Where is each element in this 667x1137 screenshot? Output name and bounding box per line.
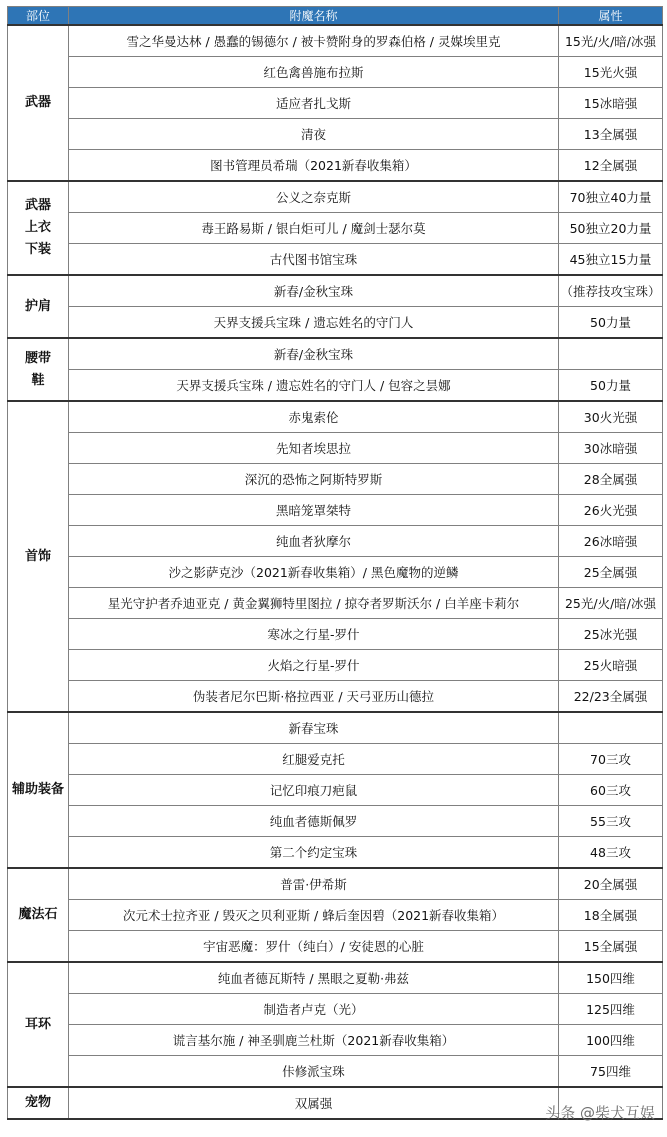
enchant-name-cell: 雪之华曼达林 / 愚蠢的锡德尔 / 被卡赞附身的罗森伯格 / 灵媒埃里克	[69, 25, 559, 57]
table-row	[8, 806, 663, 837]
enchant-name-cell: 第二个约定宝珠	[69, 837, 559, 869]
table-row	[8, 526, 663, 557]
enchant-name-cell: 深沉的恐怖之阿斯特罗斯	[69, 464, 559, 495]
enchant-name-cell: 次元术士拉齐亚 / 毁灭之贝利亚斯 / 蜂后奎因碧（2021新春收集箱）	[69, 900, 559, 931]
table-row	[8, 744, 663, 775]
attribute-cell: 70三攻	[559, 744, 663, 775]
enchant-name-cell: 制造者卢克（光）	[69, 994, 559, 1025]
attribute-cell: 48三攻	[559, 837, 663, 869]
enchant-name-cell: 新春/金秋宝珠	[69, 338, 559, 370]
enchant-name-cell: 纯血者德瓦斯特 / 黑眼之夏勒·弗兹	[69, 962, 559, 994]
slot-cell: 武器	[8, 25, 69, 181]
attribute-cell: 25光/火/暗/冰强	[559, 588, 663, 619]
slot-cell: 护肩	[8, 275, 69, 338]
table-row	[8, 900, 663, 931]
attribute-cell: 25火暗强	[559, 650, 663, 681]
table-row	[8, 401, 663, 433]
enchant-name-cell: 先知者埃思拉	[69, 433, 559, 464]
attribute-cell: 28全属强	[559, 464, 663, 495]
table-row	[8, 307, 663, 339]
table-row	[8, 1025, 663, 1056]
slot-cell: 辅助装备	[8, 712, 69, 868]
attribute-cell: 70独立40力量	[559, 181, 663, 213]
table-row	[8, 88, 663, 119]
attribute-cell: 100四维	[559, 1025, 663, 1056]
attribute-cell: 12全属强	[559, 150, 663, 182]
enchant-name-cell: 古代图书馆宝珠	[69, 244, 559, 276]
enchant-name-cell: 寒冰之行星-罗什	[69, 619, 559, 650]
enchant-name-cell: 天界支援兵宝珠 / 遗忘姓名的守门人 / 包容之昙娜	[69, 370, 559, 402]
table-row	[8, 712, 663, 744]
attribute-cell: 30冰暗强	[559, 433, 663, 464]
table-row	[8, 433, 663, 464]
table-row	[8, 619, 663, 650]
table-row	[8, 994, 663, 1025]
attribute-cell	[559, 338, 663, 370]
slot-cell: 武器 上衣 下装	[8, 181, 69, 275]
table-row	[8, 213, 663, 244]
slot-cell: 首饰	[8, 401, 69, 712]
table-row	[8, 868, 663, 900]
attribute-cell: 50独立20力量	[559, 213, 663, 244]
enchant-name-cell: 宇宙恶魔：罗什（纯白）/ 安徒恩的心脏	[69, 931, 559, 963]
table-row	[8, 464, 663, 495]
watermark: 头条 @柴犬互娱	[545, 1104, 655, 1122]
enchant-name-cell: 沙之影萨克沙（2021新春收集箱）/ 黑色魔物的逆鳞	[69, 557, 559, 588]
header-slot: 部位	[8, 7, 69, 26]
slot-cell: 宠物	[8, 1087, 69, 1119]
enchant-name-cell: 适应者扎戈斯	[69, 88, 559, 119]
enchant-name-cell: 红腿爱克托	[69, 744, 559, 775]
attribute-cell: 20全属强	[559, 868, 663, 900]
attribute-cell: 26冰暗强	[559, 526, 663, 557]
table-row	[8, 370, 663, 402]
attribute-cell: 45独立15力量	[559, 244, 663, 276]
attribute-cell: 25冰光强	[559, 619, 663, 650]
attribute-cell: 50力量	[559, 307, 663, 339]
enchant-name-cell: 黑暗笼罩桀特	[69, 495, 559, 526]
attribute-cell: 150四维	[559, 962, 663, 994]
attribute-cell: 26火光强	[559, 495, 663, 526]
enchant-table	[7, 6, 663, 1120]
table-row	[8, 495, 663, 526]
enchant-name-cell: 赤鬼索伦	[69, 401, 559, 433]
table-row	[8, 181, 663, 213]
attribute-cell: 30火光强	[559, 401, 663, 433]
enchant-name-cell: 纯血者狄摩尔	[69, 526, 559, 557]
attribute-cell: （推荐技攻宝珠）	[559, 275, 663, 307]
slot-cell: 耳环	[8, 962, 69, 1087]
attribute-cell: 75四维	[559, 1056, 663, 1088]
enchant-name-cell: 毒王路易斯 / 银白炬可儿 / 魔剑士瑟尔莫	[69, 213, 559, 244]
table-row	[8, 650, 663, 681]
table-row	[8, 244, 663, 276]
header-attr: 属性	[559, 7, 663, 26]
enchant-name-cell: 天界支援兵宝珠 / 遗忘姓名的守门人	[69, 307, 559, 339]
enchant-name-cell: 伪装者尼尔巴斯·格拉西亚 / 天弓亚历山德拉	[69, 681, 559, 713]
header-name: 附魔名称	[69, 7, 559, 26]
enchant-name-cell: 新春/金秋宝珠	[69, 275, 559, 307]
enchant-name-cell: 普雷·伊希斯	[69, 868, 559, 900]
table-row	[8, 119, 663, 150]
table-row	[8, 588, 663, 619]
attribute-cell: 55三攻	[559, 806, 663, 837]
table-row	[8, 338, 663, 370]
enchant-name-cell: 记忆印痕刀疤鼠	[69, 775, 559, 806]
table-row	[8, 275, 663, 307]
attribute-cell: 15冰暗强	[559, 88, 663, 119]
table-row	[8, 557, 663, 588]
attribute-cell: 25全属强	[559, 557, 663, 588]
table-row	[8, 962, 663, 994]
enchant-name-cell: 新春宝珠	[69, 712, 559, 744]
enchant-name-cell: 谎言基尔施 / 神圣驯鹿兰杜斯（2021新春收集箱）	[69, 1025, 559, 1056]
attribute-cell	[559, 712, 663, 744]
table-row	[8, 1056, 663, 1088]
enchant-name-cell: 星光守护者乔迪亚克 / 黄金翼狮特里图拉 / 掠夺者罗斯沃尔 / 白羊座卡莉尔	[69, 588, 559, 619]
table-row	[8, 837, 663, 869]
enchant-name-cell: 公义之奈克斯	[69, 181, 559, 213]
enchant-name-cell: 火焰之行星-罗什	[69, 650, 559, 681]
enchant-name-cell: 双属强	[69, 1087, 559, 1119]
enchant-name-cell: 图书管理员希瑞（2021新春收集箱）	[69, 150, 559, 182]
table-row	[8, 150, 663, 182]
enchant-name-cell: 红色禽兽施布拉斯	[69, 57, 559, 88]
attribute-cell: 22/23全属强	[559, 681, 663, 713]
table-row	[8, 25, 663, 57]
table-row	[8, 775, 663, 806]
attribute-cell: 13全属强	[559, 119, 663, 150]
enchant-name-cell: 纯血者德斯佩罗	[69, 806, 559, 837]
slot-cell: 腰带 鞋	[8, 338, 69, 401]
enchant-name-cell: 佧修派宝珠	[69, 1056, 559, 1088]
table-row	[8, 931, 663, 963]
attribute-cell: 50力量	[559, 370, 663, 402]
slot-cell: 魔法石	[8, 868, 69, 962]
attribute-cell: 18全属强	[559, 900, 663, 931]
enchant-name-cell: 清夜	[69, 119, 559, 150]
header-row	[8, 7, 663, 26]
attribute-cell: 60三攻	[559, 775, 663, 806]
attribute-cell: 15光/火/暗/冰强	[559, 25, 663, 57]
table-row	[8, 681, 663, 713]
attribute-cell: 125四维	[559, 994, 663, 1025]
attribute-cell: 15全属强	[559, 931, 663, 963]
table-row	[8, 57, 663, 88]
attribute-cell: 15光火强	[559, 57, 663, 88]
